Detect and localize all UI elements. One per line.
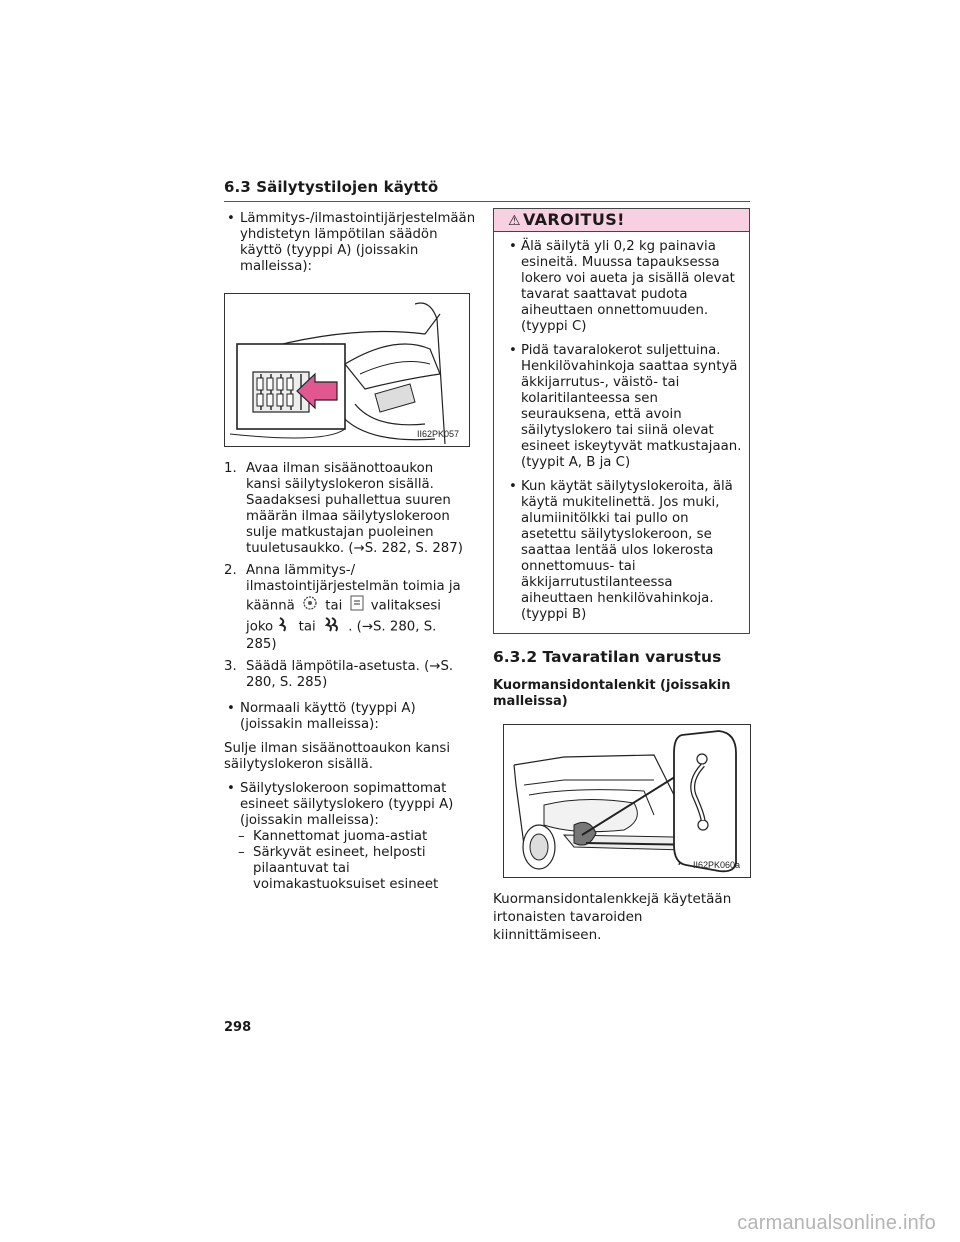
step-text-or: tai — [325, 598, 343, 614]
figure-glovebox-vent — [224, 293, 470, 447]
truck-bed-illustration — [504, 725, 750, 877]
step-3 — [224, 659, 470, 691]
sub-item-text: Kannettomat juoma-astiat — [253, 829, 428, 844]
warning-body — [494, 232, 749, 633]
right-column — [493, 208, 750, 952]
cool-mode-icon — [350, 595, 364, 616]
warning-icon: ⚠ — [508, 213, 521, 229]
warning-item: • Kun käytät säilytyslokeroita, älä käytä mukitelinettä. Jos muki, alumiinitölkki tai pullo on asetettu säilytyslokeroon, se saattaa lentää ulos lokerosta onnettomuus- tai äkkijarrutustilanteessa aiheuttaen henkilövahinkoja. (tyyppi B) — [506, 479, 743, 623]
section-header: 6.3 Säilytystilojen käyttö — [224, 178, 750, 202]
dash: – — [238, 845, 245, 860]
step-1 — [224, 461, 470, 557]
dash: – — [238, 829, 245, 844]
tie-down-hook-icon — [697, 754, 707, 764]
figure-label: II62PK057 — [416, 429, 459, 439]
figure-label: II62PK060a — [692, 860, 740, 870]
step-text: . (→S. 280, S. 285) — [246, 619, 437, 652]
sub-item-fragile — [224, 845, 470, 893]
subsection-title: Kuormansidontalenkit (joissakin malleissa) — [493, 678, 731, 709]
fan-flow-icon — [277, 616, 291, 637]
page-number: 298 — [224, 1020, 252, 1035]
warning-item: • Pidä tavaralokerot suljettuina. Henkilövahinkoja saattaa syntyä äkkijarrutus-, väistö- tai kolaritilanteessa sen seurauksena, että avoin säilytyslokero tai siinä olevat esineet iskeytyvät matkustajaan. (tyypit A, B ja C) — [506, 343, 743, 471]
step-number: 1. — [224, 461, 237, 476]
warning-title-text: VAROITUS! — [522, 210, 625, 229]
max-fan-icon — [323, 616, 341, 637]
recirculation-mode-icon — [302, 595, 318, 616]
step-number: 3. — [224, 659, 237, 674]
section-title: 6.3.2 Tavaratilan varustus — [493, 648, 722, 666]
step-text: valitaksesi joko — [246, 598, 441, 635]
bullet-normal-use: • Normaali käyttö (tyyppi A) (joissakin malleissa): — [224, 701, 470, 733]
left-column — [224, 211, 476, 893]
figure-tie-down-hooks — [503, 724, 751, 878]
warning-item: • Älä säilytä yli 0,2 kg painavia esineitä. Muussa tapauksessa lokero voi aueta ja sisällä olevat tavarat saattavat pudota aiheuttaen onnettomuuden. (tyyppi C) — [506, 239, 743, 335]
bullet-unsuitable-items: • Säilytyslokeroon sopimattomat esineet säilytyslokero (tyyppi A) (joissakin malleissa): — [224, 781, 470, 829]
step-text-or: tai — [298, 619, 316, 635]
warning-title — [494, 209, 749, 232]
sub-item-cups — [224, 829, 470, 845]
step-text: Säädä lämpötila-asetusta. (→S. 280, S. 285) — [246, 659, 454, 690]
bullet-climate-control: • Lämmitys-/ilmastointijärjestelmään yhdistetyn lämpötilan säädön käyttö (tyyppi A) (joissakin malleissa): — [224, 211, 470, 275]
step-text: Anna lämmitys-/ ilmastointijärjestelmän toimia ja käännä — [246, 563, 461, 614]
paragraph-tie-down: Kuormansidontalenkkejä käytetään irtonaisten tavaroiden kiinnittämiseen. — [493, 891, 732, 943]
sub-item-text: Särkyvät esineet, helposti pilaantuvat tai voimakastuoksuiset esineet — [253, 845, 439, 892]
step-number: 2. — [224, 563, 237, 578]
glovebox-vent-illustration — [225, 294, 469, 446]
paragraph-close-cover: Sulje ilman sisäänottoaukon kansi säilytyslokeron sisällä. — [224, 741, 451, 772]
step-2 — [224, 563, 470, 653]
watermark: carmanualsonline.info — [737, 1212, 936, 1234]
step-text: Avaa ilman sisäänottoaukon kansi säilytyslokeron sisällä. Saadaksesi puhallettua suuren määrän ilmaa säilytyslokeroon sulje matkustajan puoleinen tuuletusaukko. (→S. 282, S. 287) — [246, 461, 463, 556]
warning-box — [493, 208, 750, 634]
